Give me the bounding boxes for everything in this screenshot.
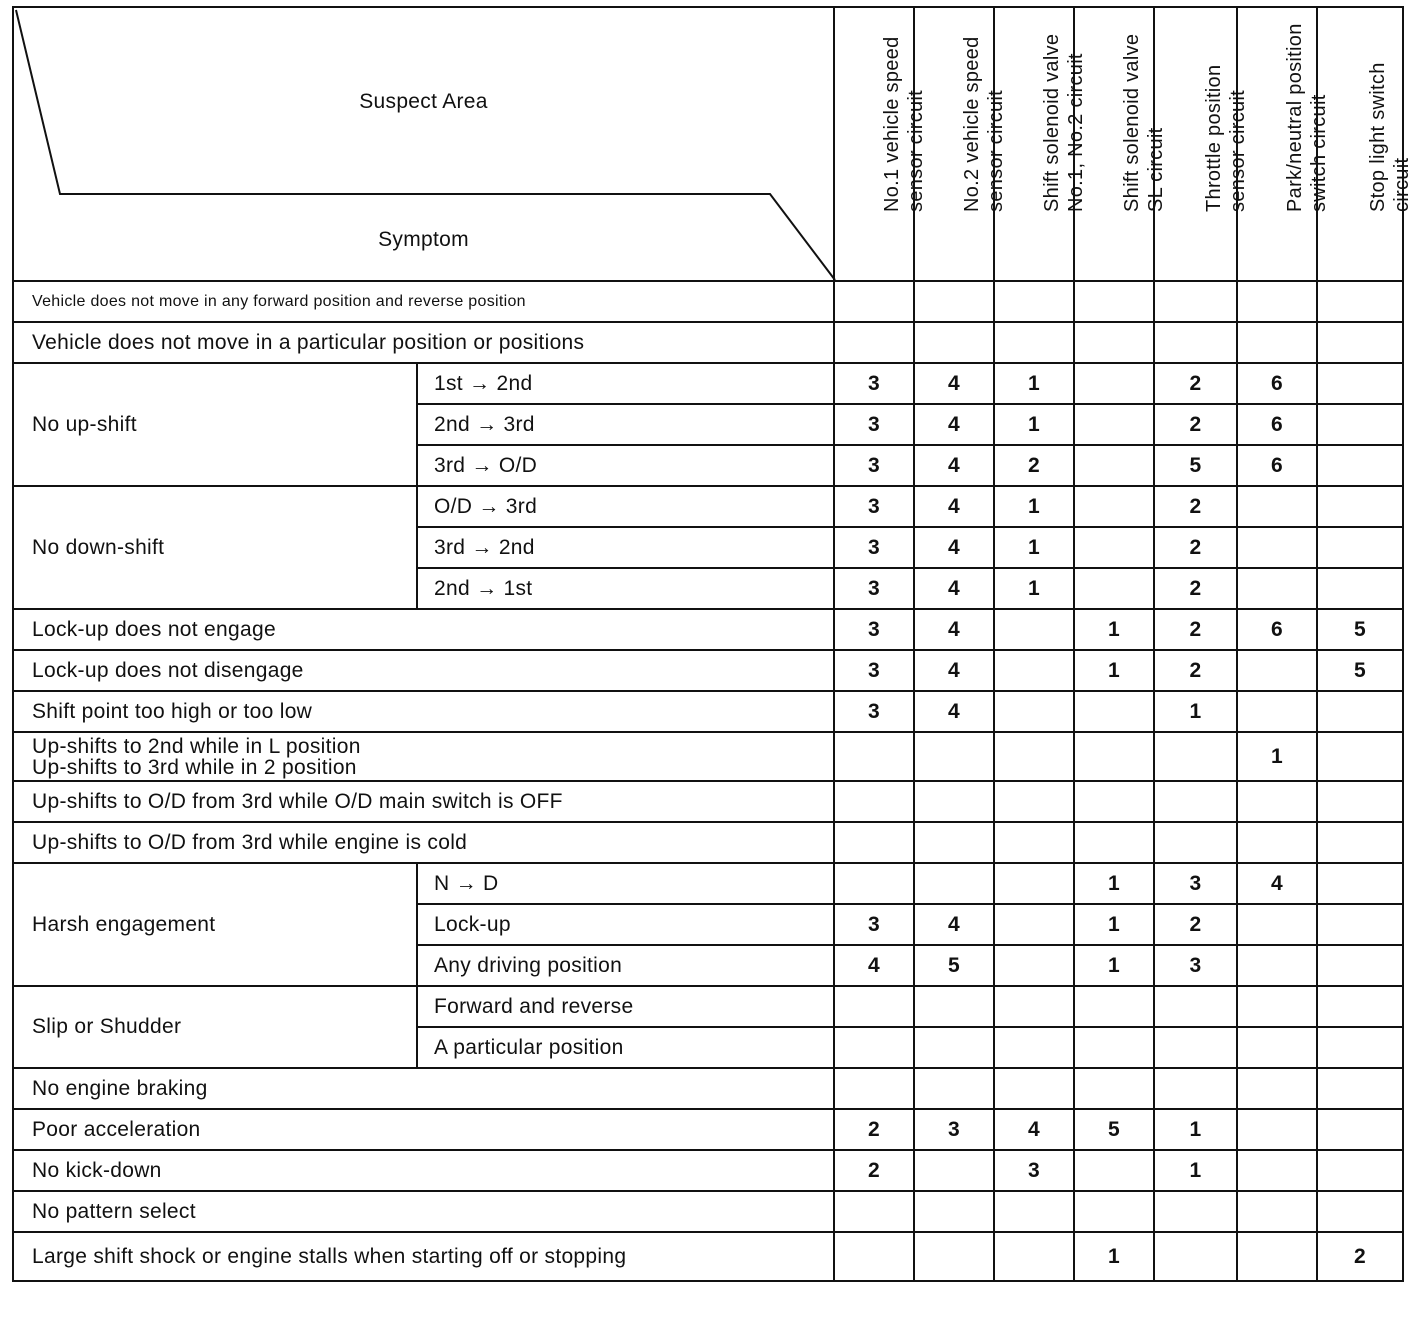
priority-cell: 2: [1154, 527, 1237, 568]
table-row: [13, 281, 1403, 322]
priority-cell: [914, 1150, 994, 1191]
symptom-cell: Lock-up does not disengage: [13, 650, 834, 691]
priority-cell: [1237, 1027, 1317, 1068]
priority-cell: [1074, 1150, 1154, 1191]
priority-cell: 3: [834, 404, 914, 445]
priority-cell: 1: [1074, 945, 1154, 986]
priority-cell: [1074, 404, 1154, 445]
priority-cell: [1074, 486, 1154, 527]
priority-cell: [834, 1068, 914, 1109]
priority-cell: [1317, 986, 1403, 1027]
priority-cell: [1154, 986, 1237, 1027]
priority-cell: 1: [994, 363, 1074, 404]
priority-cell: [994, 281, 1074, 322]
priority-cell: [1154, 822, 1237, 863]
symptom-cell: Shift point too high or too low: [13, 691, 834, 732]
priority-cell: [1317, 822, 1403, 863]
priority-cell: 3: [834, 527, 914, 568]
priority-cell: [1074, 986, 1154, 1027]
priority-cell: 4: [914, 650, 994, 691]
priority-cell: 1: [1074, 650, 1154, 691]
priority-cell: [994, 609, 1074, 650]
priority-cell: [1317, 781, 1403, 822]
sub-symptom-cell: Forward and reverse: [417, 986, 834, 1027]
priority-cell: [994, 1068, 1074, 1109]
table-row: [13, 1150, 1403, 1191]
header-row: [13, 7, 1403, 281]
priority-cell: [914, 986, 994, 1027]
column-header: Shift solenoid valve No.1, No.2 circuit: [994, 7, 1074, 281]
priority-cell: [1074, 1191, 1154, 1232]
sub-symptom-cell: 2nd → 3rd: [417, 404, 834, 445]
priority-cell: [914, 1027, 994, 1068]
corner-header-cell: [13, 7, 834, 281]
priority-cell: 5: [914, 945, 994, 986]
priority-cell: [1074, 281, 1154, 322]
priority-cell: 6: [1237, 404, 1317, 445]
priority-cell: [1237, 281, 1317, 322]
priority-cell: 1: [1237, 732, 1317, 781]
priority-cell: 3: [1154, 863, 1237, 904]
priority-cell: [1237, 650, 1317, 691]
symptom-cell: Large shift shock or engine stalls when starting off or stopping: [13, 1232, 834, 1281]
priority-cell: 1: [1074, 863, 1154, 904]
symptom-group-cell: No down-shift: [13, 486, 417, 609]
priority-cell: [914, 781, 994, 822]
priority-cell: 3: [834, 904, 914, 945]
priority-cell: [1237, 822, 1317, 863]
priority-cell: 6: [1237, 609, 1317, 650]
priority-cell: [1317, 1068, 1403, 1109]
priority-cell: [1074, 781, 1154, 822]
priority-cell: [1317, 363, 1403, 404]
priority-cell: [834, 281, 914, 322]
priority-cell: 5: [1317, 609, 1403, 650]
sub-symptom-cell: A particular position: [417, 1027, 834, 1068]
priority-cell: [1317, 732, 1403, 781]
priority-cell: [994, 1027, 1074, 1068]
symptom-group-cell: Harsh engagement: [13, 863, 417, 986]
priority-cell: [994, 322, 1074, 363]
priority-cell: 3: [834, 691, 914, 732]
priority-cell: 6: [1237, 445, 1317, 486]
priority-cell: 5: [1154, 445, 1237, 486]
table-row: [13, 822, 1403, 863]
priority-cell: 2: [1154, 486, 1237, 527]
symptom-cell: Lock-up does not engage: [13, 609, 834, 650]
priority-cell: [914, 1232, 994, 1281]
sub-symptom-cell: 2nd → 1st: [417, 568, 834, 609]
column-header: Shift solenoid valve SL circuit: [1074, 7, 1154, 281]
symptom-cell: No engine braking: [13, 1068, 834, 1109]
priority-cell: 4: [834, 945, 914, 986]
symptom-cell: Vehicle does not move in any forward position and reverse position: [13, 281, 834, 322]
priority-cell: 1: [994, 527, 1074, 568]
priority-cell: 4: [914, 445, 994, 486]
priority-cell: [1074, 445, 1154, 486]
symptom-cell: Up-shifts to O/D from 3rd while engine is cold: [13, 822, 834, 863]
priority-cell: 4: [914, 691, 994, 732]
priority-cell: [834, 1027, 914, 1068]
priority-cell: 2: [994, 445, 1074, 486]
priority-cell: 5: [1074, 1109, 1154, 1150]
priority-cell: [1074, 1068, 1154, 1109]
priority-cell: 3: [834, 568, 914, 609]
priority-cell: 3: [834, 650, 914, 691]
symptom-group-cell: Slip or Shudder: [13, 986, 417, 1068]
priority-cell: [994, 904, 1074, 945]
priority-cell: 2: [1154, 650, 1237, 691]
priority-cell: 4: [914, 404, 994, 445]
priority-cell: 4: [914, 568, 994, 609]
priority-cell: [1237, 568, 1317, 609]
priority-cell: [1154, 1191, 1237, 1232]
priority-cell: [1237, 1068, 1317, 1109]
priority-cell: [1237, 1232, 1317, 1281]
priority-cell: [1237, 527, 1317, 568]
priority-cell: [1317, 322, 1403, 363]
table-row: [13, 781, 1403, 822]
priority-cell: [1074, 527, 1154, 568]
priority-cell: 3: [994, 1150, 1074, 1191]
priority-cell: [834, 1232, 914, 1281]
table-row: [13, 1232, 1403, 1281]
priority-cell: 1: [1074, 1232, 1154, 1281]
priority-cell: [1317, 445, 1403, 486]
column-header: No.1 vehicle speed sensor circuit: [834, 7, 914, 281]
priority-cell: [994, 822, 1074, 863]
priority-cell: [1237, 781, 1317, 822]
priority-cell: [1237, 945, 1317, 986]
table-row: [13, 363, 1403, 404]
priority-cell: [994, 781, 1074, 822]
priority-cell: [1317, 945, 1403, 986]
symptom-cell: No pattern select: [13, 1191, 834, 1232]
priority-cell: [1317, 1109, 1403, 1150]
priority-cell: [1317, 281, 1403, 322]
priority-cell: [1237, 904, 1317, 945]
priority-cell: [1317, 486, 1403, 527]
priority-cell: [994, 986, 1074, 1027]
priority-cell: [1154, 781, 1237, 822]
priority-cell: [1237, 322, 1317, 363]
priority-cell: [834, 781, 914, 822]
sub-symptom-cell: N → D: [417, 863, 834, 904]
priority-cell: 2: [1154, 404, 1237, 445]
priority-cell: [914, 863, 994, 904]
priority-cell: [1317, 568, 1403, 609]
priority-cell: [914, 1191, 994, 1232]
priority-cell: [994, 691, 1074, 732]
priority-cell: [1237, 691, 1317, 732]
table-row: [13, 732, 1403, 781]
priority-cell: [834, 986, 914, 1027]
priority-cell: 2: [834, 1150, 914, 1191]
priority-cell: [1317, 1191, 1403, 1232]
priority-cell: [1154, 281, 1237, 322]
priority-cell: 2: [1317, 1232, 1403, 1281]
sub-symptom-cell: Lock-up: [417, 904, 834, 945]
priority-cell: 2: [834, 1109, 914, 1150]
priority-cell: [994, 732, 1074, 781]
priority-cell: 3: [1154, 945, 1237, 986]
priority-cell: [994, 1232, 1074, 1281]
symptom-cell: Up-shifts to 2nd while in L position Up-shifts to 3rd while in 2 position: [13, 732, 834, 781]
priority-cell: [1237, 1150, 1317, 1191]
priority-cell: 4: [994, 1109, 1074, 1150]
sub-symptom-cell: 1st → 2nd: [417, 363, 834, 404]
sub-symptom-cell: O/D → 3rd: [417, 486, 834, 527]
table-row: [13, 609, 1403, 650]
priority-cell: [1317, 863, 1403, 904]
priority-cell: 3: [834, 609, 914, 650]
sub-symptom-cell: 3rd → 2nd: [417, 527, 834, 568]
symptom-cell: Up-shifts to O/D from 3rd while O/D main switch is OFF: [13, 781, 834, 822]
column-header: Stop light switch circuit: [1317, 7, 1403, 281]
priority-cell: 1: [994, 486, 1074, 527]
priority-cell: [1154, 1232, 1237, 1281]
priority-cell: [994, 945, 1074, 986]
priority-cell: [834, 863, 914, 904]
priority-cell: [1074, 1027, 1154, 1068]
priority-cell: 1: [1154, 1109, 1237, 1150]
priority-cell: [1317, 404, 1403, 445]
table-row: [13, 863, 1403, 904]
priority-cell: [1154, 1068, 1237, 1109]
priority-cell: [914, 322, 994, 363]
priority-cell: 3: [834, 363, 914, 404]
table-row: [13, 650, 1403, 691]
priority-cell: 4: [914, 609, 994, 650]
table-row: [13, 986, 1403, 1027]
priority-cell: 1: [1074, 904, 1154, 945]
priority-cell: 2: [1154, 568, 1237, 609]
symptom-cell: Vehicle does not move in a particular position or positions: [13, 322, 834, 363]
priority-cell: 3: [834, 486, 914, 527]
table-row: [13, 1109, 1403, 1150]
priority-cell: [1317, 691, 1403, 732]
priority-cell: 3: [834, 445, 914, 486]
suspect-area-label: Suspect Area: [359, 90, 488, 113]
priority-cell: [914, 732, 994, 781]
symptom-cell: Poor acceleration: [13, 1109, 834, 1150]
priority-cell: [1074, 568, 1154, 609]
priority-cell: 2: [1154, 609, 1237, 650]
priority-cell: [914, 281, 994, 322]
table-row: [13, 1068, 1403, 1109]
priority-cell: 4: [914, 363, 994, 404]
priority-cell: [1074, 363, 1154, 404]
priority-cell: [1237, 1191, 1317, 1232]
priority-cell: [1154, 322, 1237, 363]
symptom-cell: No kick-down: [13, 1150, 834, 1191]
priority-cell: [994, 650, 1074, 691]
priority-cell: 6: [1237, 363, 1317, 404]
priority-cell: 4: [914, 904, 994, 945]
symptom-label: Symptom: [378, 228, 469, 251]
column-header: No.2 vehicle speed sensor circuit: [914, 7, 994, 281]
priority-cell: [1074, 322, 1154, 363]
priority-cell: [1317, 527, 1403, 568]
priority-cell: 1: [1154, 1150, 1237, 1191]
priority-cell: [1237, 1109, 1317, 1150]
priority-cell: [834, 1191, 914, 1232]
priority-cell: [1317, 1150, 1403, 1191]
priority-cell: 3: [914, 1109, 994, 1150]
priority-cell: [914, 822, 994, 863]
priority-cell: [834, 732, 914, 781]
priority-cell: 5: [1317, 650, 1403, 691]
table-row: [13, 691, 1403, 732]
priority-cell: [1237, 486, 1317, 527]
priority-cell: [1074, 732, 1154, 781]
priority-cell: [1317, 1027, 1403, 1068]
priority-cell: [1074, 691, 1154, 732]
table-row: [13, 1191, 1403, 1232]
priority-cell: 1: [1074, 609, 1154, 650]
priority-cell: [834, 822, 914, 863]
troubleshooting-matrix: [12, 6, 1413, 1282]
priority-cell: [1074, 822, 1154, 863]
priority-cell: 4: [1237, 863, 1317, 904]
priority-cell: [1237, 986, 1317, 1027]
priority-cell: 2: [1154, 904, 1237, 945]
priority-cell: [1154, 1027, 1237, 1068]
sub-symptom-cell: Any driving position: [417, 945, 834, 986]
priority-cell: 1: [994, 568, 1074, 609]
column-header: Park/neutral position switch circuit: [1237, 7, 1317, 281]
sub-symptom-cell: 3rd → O/D: [417, 445, 834, 486]
priority-cell: [1154, 732, 1237, 781]
priority-cell: 2: [1154, 363, 1237, 404]
priority-cell: [994, 1191, 1074, 1232]
priority-cell: [914, 1068, 994, 1109]
priority-cell: [994, 863, 1074, 904]
priority-cell: [834, 322, 914, 363]
column-header: Throttle position sensor circuit: [1154, 7, 1237, 281]
priority-cell: 4: [914, 527, 994, 568]
symptom-group-cell: No up-shift: [13, 363, 417, 486]
priority-cell: 4: [914, 486, 994, 527]
table-row: [13, 486, 1403, 527]
priority-cell: [1317, 904, 1403, 945]
symptom-table: [12, 6, 1413, 1282]
priority-cell: 1: [1154, 691, 1237, 732]
table-row: [13, 322, 1403, 363]
priority-cell: 1: [994, 404, 1074, 445]
